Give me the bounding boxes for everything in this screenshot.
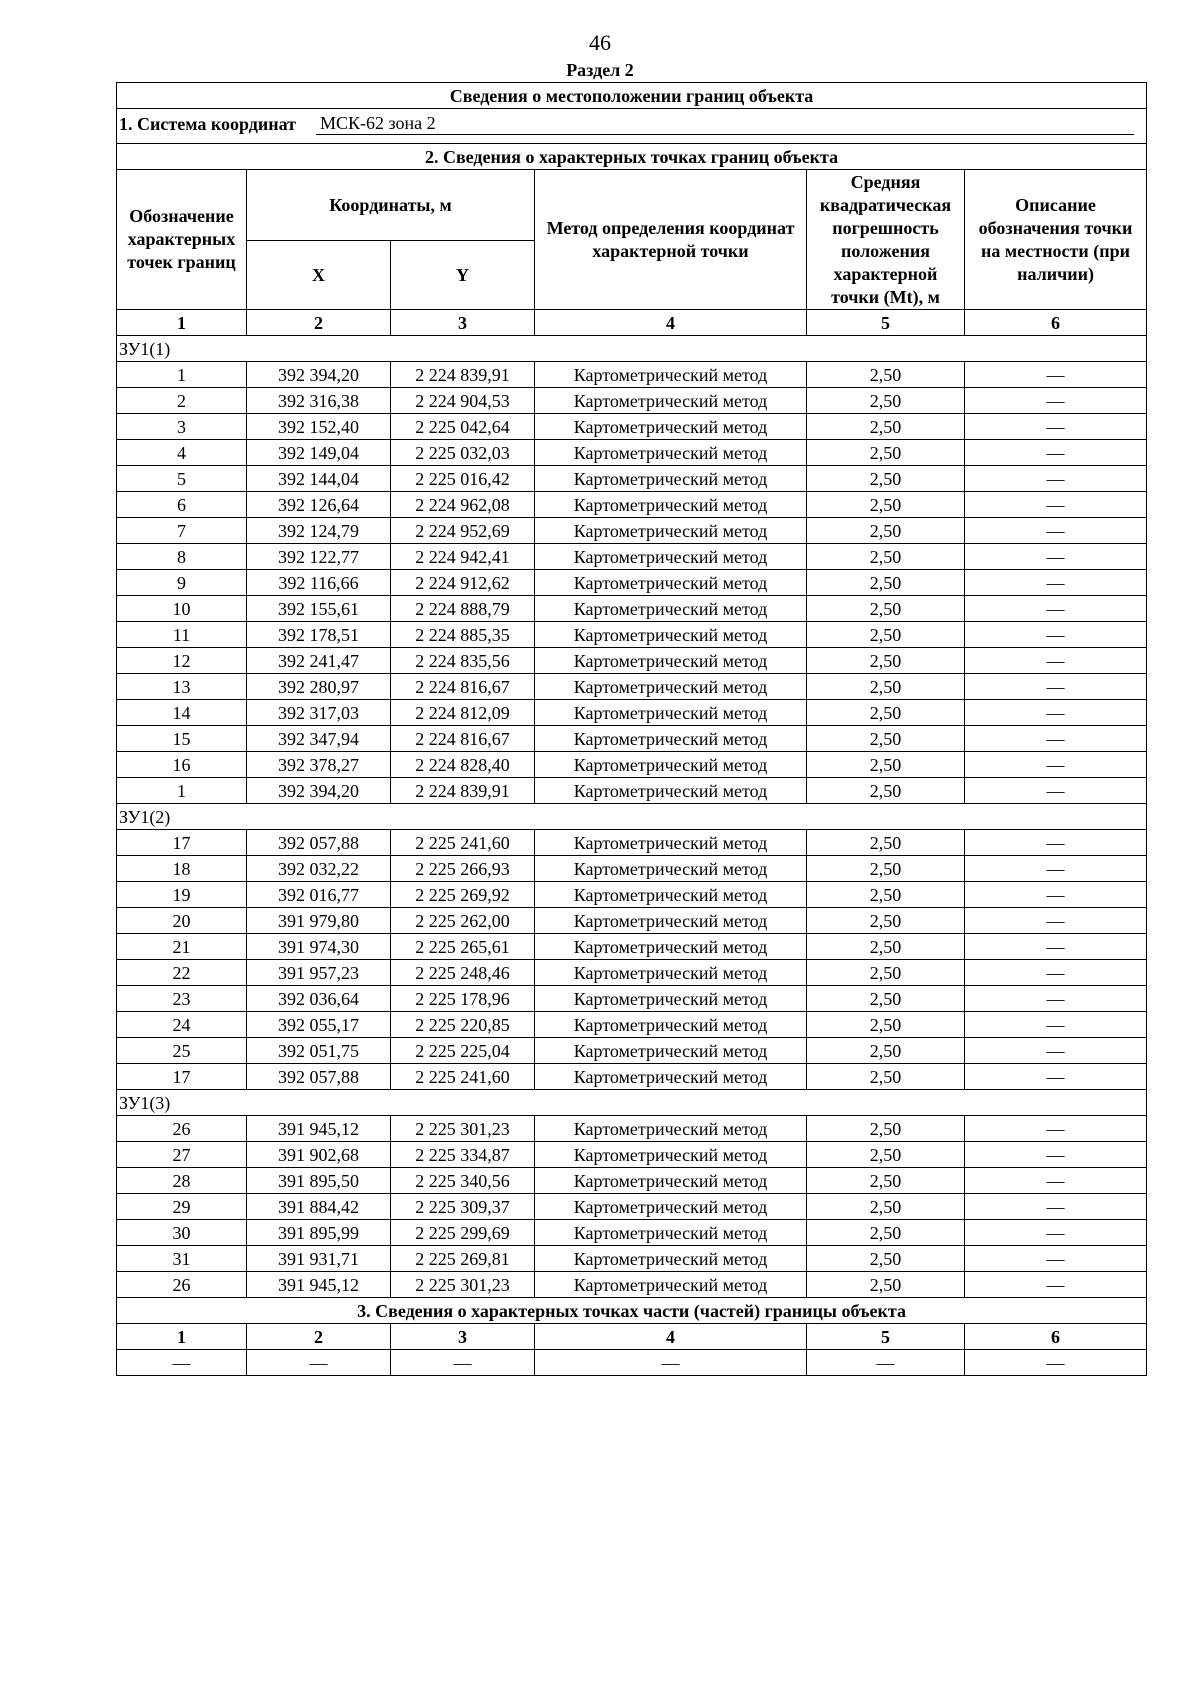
table-row	[117, 934, 1147, 960]
method: Картометрический метод	[535, 518, 807, 544]
error: 2,50	[807, 1038, 965, 1064]
table-row	[117, 726, 1147, 752]
error: 2,50	[807, 492, 965, 518]
error: 2,50	[807, 388, 965, 414]
col-numbers-row	[117, 310, 1147, 336]
coord-x: 392 016,77	[247, 882, 391, 908]
coord-y: 2 225 220,85	[391, 1012, 535, 1038]
coord-y: 2 225 241,60	[391, 1064, 535, 1090]
description: —	[965, 1220, 1147, 1246]
table-row	[117, 752, 1147, 778]
description: —	[965, 856, 1147, 882]
point-id: 11	[117, 622, 247, 648]
description: —	[965, 986, 1147, 1012]
method: Картометрический метод	[535, 882, 807, 908]
description: —	[965, 908, 1147, 934]
table-cell: —	[391, 1350, 535, 1376]
col-number: 2	[247, 1324, 391, 1350]
col-number: 2	[247, 310, 391, 336]
table-row	[117, 1038, 1147, 1064]
coord-y: 2 225 016,42	[391, 466, 535, 492]
table-row	[117, 830, 1147, 856]
coord-x: 392 057,88	[247, 1064, 391, 1090]
coord-x: 392 316,38	[247, 388, 391, 414]
method: Картометрический метод	[535, 648, 807, 674]
col-number: 3	[391, 1324, 535, 1350]
coord-x: 392 144,04	[247, 466, 391, 492]
coord-y: 2 224 812,09	[391, 700, 535, 726]
group-name: ЗУ1(1)	[117, 336, 1147, 362]
col-number: 1	[117, 310, 247, 336]
section-label: Раздел 2	[566, 60, 634, 80]
error: 2,50	[807, 544, 965, 570]
description: —	[965, 388, 1147, 414]
error: 2,50	[807, 1220, 965, 1246]
method: Картометрический метод	[535, 414, 807, 440]
error: 2,50	[807, 1116, 965, 1142]
method: Картометрический метод	[535, 1272, 807, 1298]
table-cell: —	[117, 1350, 247, 1376]
table-row	[117, 1012, 1147, 1038]
group-header-row	[117, 1090, 1147, 1116]
description: —	[965, 830, 1147, 856]
part2-title: 2. Сведения о характерных точках границ объекта	[117, 144, 1147, 170]
coord-x: 392 036,64	[247, 986, 391, 1012]
method: Картометрический метод	[535, 1064, 807, 1090]
coord-y: 2 225 225,04	[391, 1038, 535, 1064]
coord-x: 392 149,04	[247, 440, 391, 466]
error: 2,50	[807, 934, 965, 960]
method: Картометрический метод	[535, 362, 807, 388]
point-id: 19	[117, 882, 247, 908]
table-row	[117, 778, 1147, 804]
coord-y: 2 225 269,81	[391, 1246, 535, 1272]
description: —	[965, 1142, 1147, 1168]
header-y: Y	[391, 241, 535, 310]
description: —	[965, 700, 1147, 726]
error: 2,50	[807, 648, 965, 674]
boundary-table	[116, 82, 1147, 1376]
point-id: 7	[117, 518, 247, 544]
description: —	[965, 882, 1147, 908]
point-id: 1	[117, 778, 247, 804]
description: —	[965, 1246, 1147, 1272]
description: —	[965, 440, 1147, 466]
coord-y: 2 224 942,41	[391, 544, 535, 570]
point-id: 8	[117, 544, 247, 570]
method: Картометрический метод	[535, 726, 807, 752]
coord-x: 392 116,66	[247, 570, 391, 596]
header-error: Средняя квадратическая погрешность положения характерной точки (Mt), м	[807, 170, 965, 310]
error: 2,50	[807, 1272, 965, 1298]
point-id: 29	[117, 1194, 247, 1220]
coord-x: 392 155,61	[247, 596, 391, 622]
coord-y: 2 225 334,87	[391, 1142, 535, 1168]
coord-x: 392 032,22	[247, 856, 391, 882]
method: Картометрический метод	[535, 1012, 807, 1038]
point-id: 17	[117, 830, 247, 856]
method: Картометрический метод	[535, 1246, 807, 1272]
point-id: 22	[117, 960, 247, 986]
coord-x: 392 122,77	[247, 544, 391, 570]
error: 2,50	[807, 1168, 965, 1194]
part3-title-row	[117, 1298, 1147, 1324]
description: —	[965, 1116, 1147, 1142]
point-id: 23	[117, 986, 247, 1012]
table-row	[117, 1194, 1147, 1220]
coord-x: 392 394,20	[247, 362, 391, 388]
coord-y: 2 225 266,93	[391, 856, 535, 882]
method: Картометрический метод	[535, 1142, 807, 1168]
coord-x: 391 884,42	[247, 1194, 391, 1220]
coord-x: 392 152,40	[247, 414, 391, 440]
error: 2,50	[807, 986, 965, 1012]
method: Картометрический метод	[535, 596, 807, 622]
coord-y: 2 225 269,92	[391, 882, 535, 908]
table-row	[117, 1168, 1147, 1194]
coord-x: 391 945,12	[247, 1272, 391, 1298]
error: 2,50	[807, 1246, 965, 1272]
method: Картометрический метод	[535, 570, 807, 596]
coord-x: 392 280,97	[247, 674, 391, 700]
error: 2,50	[807, 570, 965, 596]
table-row	[117, 1142, 1147, 1168]
error: 2,50	[807, 466, 965, 492]
error: 2,50	[807, 414, 965, 440]
method: Картометрический метод	[535, 674, 807, 700]
description: —	[965, 1194, 1147, 1220]
point-id: 16	[117, 752, 247, 778]
method: Картометрический метод	[535, 388, 807, 414]
method: Картометрический метод	[535, 622, 807, 648]
description: —	[965, 1012, 1147, 1038]
point-id: 28	[117, 1168, 247, 1194]
coord-y: 2 224 828,40	[391, 752, 535, 778]
table-row	[117, 674, 1147, 700]
table-row	[117, 414, 1147, 440]
table-row	[117, 466, 1147, 492]
error: 2,50	[807, 856, 965, 882]
coord-system-label: 1. Система координат	[119, 114, 296, 134]
point-id: 5	[117, 466, 247, 492]
point-id: 17	[117, 1064, 247, 1090]
coord-y: 2 225 299,69	[391, 1220, 535, 1246]
table-row	[117, 648, 1147, 674]
description: —	[965, 596, 1147, 622]
error: 2,50	[807, 596, 965, 622]
description: —	[965, 622, 1147, 648]
error: 2,50	[807, 518, 965, 544]
method: Картометрический метод	[535, 986, 807, 1012]
col-number: 6	[965, 1324, 1147, 1350]
description: —	[965, 674, 1147, 700]
error: 2,50	[807, 622, 965, 648]
point-id: 21	[117, 934, 247, 960]
col-number: 4	[535, 310, 807, 336]
coord-y: 2 224 952,69	[391, 518, 535, 544]
error: 2,50	[807, 1012, 965, 1038]
method: Картометрический метод	[535, 440, 807, 466]
table-title: Сведения о местоположении границ объекта	[117, 83, 1147, 109]
point-id: 4	[117, 440, 247, 466]
coord-x: 391 945,12	[247, 1116, 391, 1142]
method: Картометрический метод	[535, 934, 807, 960]
part3-title: 3. Сведения о характерных точках части (частей) границы объекта	[117, 1298, 1147, 1324]
method: Картометрический метод	[535, 856, 807, 882]
description: —	[965, 726, 1147, 752]
error: 2,50	[807, 700, 965, 726]
col-number: 5	[807, 1324, 965, 1350]
method: Картометрический метод	[535, 492, 807, 518]
header-coords: Координаты, м	[247, 170, 535, 241]
part3-row	[117, 1350, 1147, 1376]
method: Картометрический метод	[535, 700, 807, 726]
point-id: 31	[117, 1246, 247, 1272]
coord-y: 2 225 309,37	[391, 1194, 535, 1220]
coord-y: 2 225 248,46	[391, 960, 535, 986]
coord-y: 2 224 912,62	[391, 570, 535, 596]
error: 2,50	[807, 726, 965, 752]
coord-y: 2 225 241,60	[391, 830, 535, 856]
col-number: 6	[965, 310, 1147, 336]
table-title-row	[117, 83, 1147, 109]
coord-x: 392 051,75	[247, 1038, 391, 1064]
table-row	[117, 700, 1147, 726]
coord-y: 2 225 340,56	[391, 1168, 535, 1194]
group-name: ЗУ1(2)	[117, 804, 1147, 830]
point-id: 27	[117, 1142, 247, 1168]
method: Картометрический метод	[535, 1220, 807, 1246]
coord-x: 392 055,17	[247, 1012, 391, 1038]
header-x: X	[247, 241, 391, 310]
part3-col-numbers-row	[117, 1324, 1147, 1350]
point-id: 14	[117, 700, 247, 726]
coord-y: 2 225 262,00	[391, 908, 535, 934]
method: Картометрический метод	[535, 1168, 807, 1194]
error: 2,50	[807, 830, 965, 856]
group-name: ЗУ1(3)	[117, 1090, 1147, 1116]
table-row	[117, 388, 1147, 414]
point-id: 15	[117, 726, 247, 752]
coord-y: 2 224 888,79	[391, 596, 535, 622]
table-row	[117, 856, 1147, 882]
coord-x: 391 902,68	[247, 1142, 391, 1168]
description: —	[965, 466, 1147, 492]
coord-y: 2 225 178,96	[391, 986, 535, 1012]
table-row	[117, 622, 1147, 648]
error: 2,50	[807, 752, 965, 778]
error: 2,50	[807, 362, 965, 388]
error: 2,50	[807, 1142, 965, 1168]
description: —	[965, 752, 1147, 778]
description: —	[965, 570, 1147, 596]
table-row	[117, 570, 1147, 596]
coord-x: 392 241,47	[247, 648, 391, 674]
col-number: 5	[807, 310, 965, 336]
point-id: 30	[117, 1220, 247, 1246]
coord-y: 2 225 265,61	[391, 934, 535, 960]
header-row-1	[117, 170, 1147, 241]
header-desc: Описание обозначения точки на местности (при наличии)	[965, 170, 1147, 310]
coord-y: 2 224 839,91	[391, 362, 535, 388]
point-id: 12	[117, 648, 247, 674]
error: 2,50	[807, 674, 965, 700]
coord-x: 392 178,51	[247, 622, 391, 648]
coord-x: 391 957,23	[247, 960, 391, 986]
coord-y: 2 225 042,64	[391, 414, 535, 440]
coord-x: 391 979,80	[247, 908, 391, 934]
table-row	[117, 1064, 1147, 1090]
table-cell: —	[247, 1350, 391, 1376]
method: Картометрический метод	[535, 544, 807, 570]
col-number: 3	[391, 310, 535, 336]
method: Картометрический метод	[535, 1194, 807, 1220]
description: —	[965, 414, 1147, 440]
point-id: 9	[117, 570, 247, 596]
coord-system-value: МСК-62 зона 2	[316, 112, 1134, 135]
method: Картометрический метод	[535, 752, 807, 778]
method: Картометрический метод	[535, 778, 807, 804]
table-row	[117, 518, 1147, 544]
coord-x: 392 126,64	[247, 492, 391, 518]
table-row	[117, 986, 1147, 1012]
error: 2,50	[807, 1064, 965, 1090]
coord-y: 2 224 962,08	[391, 492, 535, 518]
coord-x: 391 895,99	[247, 1220, 391, 1246]
description: —	[965, 1168, 1147, 1194]
coord-y: 2 225 032,03	[391, 440, 535, 466]
col-number: 4	[535, 1324, 807, 1350]
coord-x: 392 317,03	[247, 700, 391, 726]
header-method: Метод определения координат характерной точки	[535, 170, 807, 310]
table-row	[117, 882, 1147, 908]
point-id: 13	[117, 674, 247, 700]
table-row	[117, 492, 1147, 518]
method: Картометрический метод	[535, 1038, 807, 1064]
col-number: 1	[117, 1324, 247, 1350]
group-header-row	[117, 804, 1147, 830]
description: —	[965, 934, 1147, 960]
coord-x: 391 895,50	[247, 1168, 391, 1194]
point-id: 6	[117, 492, 247, 518]
point-id: 25	[117, 1038, 247, 1064]
error: 2,50	[807, 440, 965, 466]
header-point: Обозначение характерных точек границ	[117, 170, 247, 310]
point-id: 20	[117, 908, 247, 934]
description: —	[965, 492, 1147, 518]
description: —	[965, 518, 1147, 544]
method: Картометрический метод	[535, 1116, 807, 1142]
table-row	[117, 1246, 1147, 1272]
table-row	[117, 362, 1147, 388]
coord-system-row	[117, 109, 1147, 136]
point-id: 24	[117, 1012, 247, 1038]
coord-y: 2 224 816,67	[391, 674, 535, 700]
coord-x: 392 347,94	[247, 726, 391, 752]
method: Картометрический метод	[535, 466, 807, 492]
coord-x: 391 931,71	[247, 1246, 391, 1272]
method: Картометрический метод	[535, 830, 807, 856]
coord-x: 391 974,30	[247, 934, 391, 960]
coord-y: 2 224 835,56	[391, 648, 535, 674]
coord-x: 392 124,79	[247, 518, 391, 544]
table-row	[117, 440, 1147, 466]
method: Картометрический метод	[535, 908, 807, 934]
table-row	[117, 1272, 1147, 1298]
description: —	[965, 648, 1147, 674]
coord-y: 2 224 839,91	[391, 778, 535, 804]
point-id: 10	[117, 596, 247, 622]
coord-y: 2 225 301,23	[391, 1116, 535, 1142]
table-cell: —	[807, 1350, 965, 1376]
coord-x: 392 378,27	[247, 752, 391, 778]
point-id: 18	[117, 856, 247, 882]
point-id: 26	[117, 1272, 247, 1298]
group-header-row	[117, 336, 1147, 362]
coord-y: 2 224 816,67	[391, 726, 535, 752]
description: —	[965, 362, 1147, 388]
table-cell: —	[965, 1350, 1147, 1376]
error: 2,50	[807, 960, 965, 986]
coord-y: 2 225 301,23	[391, 1272, 535, 1298]
point-id: 1	[117, 362, 247, 388]
description: —	[965, 544, 1147, 570]
error: 2,50	[807, 1194, 965, 1220]
table-row	[117, 544, 1147, 570]
description: —	[965, 1038, 1147, 1064]
coord-y: 2 224 885,35	[391, 622, 535, 648]
page-number: 46	[589, 30, 611, 55]
point-id: 26	[117, 1116, 247, 1142]
table-row	[117, 1116, 1147, 1142]
error: 2,50	[807, 908, 965, 934]
table-cell: —	[535, 1350, 807, 1376]
table-row	[117, 960, 1147, 986]
table-row	[117, 1220, 1147, 1246]
coord-system-spacer	[117, 135, 1147, 144]
description: —	[965, 1064, 1147, 1090]
coord-x: 392 394,20	[247, 778, 391, 804]
part2-title-row	[117, 144, 1147, 170]
description: —	[965, 1272, 1147, 1298]
coord-y: 2 224 904,53	[391, 388, 535, 414]
table-row	[117, 596, 1147, 622]
method: Картометрический метод	[535, 960, 807, 986]
point-id: 3	[117, 414, 247, 440]
description: —	[965, 960, 1147, 986]
error: 2,50	[807, 778, 965, 804]
coord-x: 392 057,88	[247, 830, 391, 856]
table-row	[117, 908, 1147, 934]
error: 2,50	[807, 882, 965, 908]
point-id: 2	[117, 388, 247, 414]
description: —	[965, 778, 1147, 804]
